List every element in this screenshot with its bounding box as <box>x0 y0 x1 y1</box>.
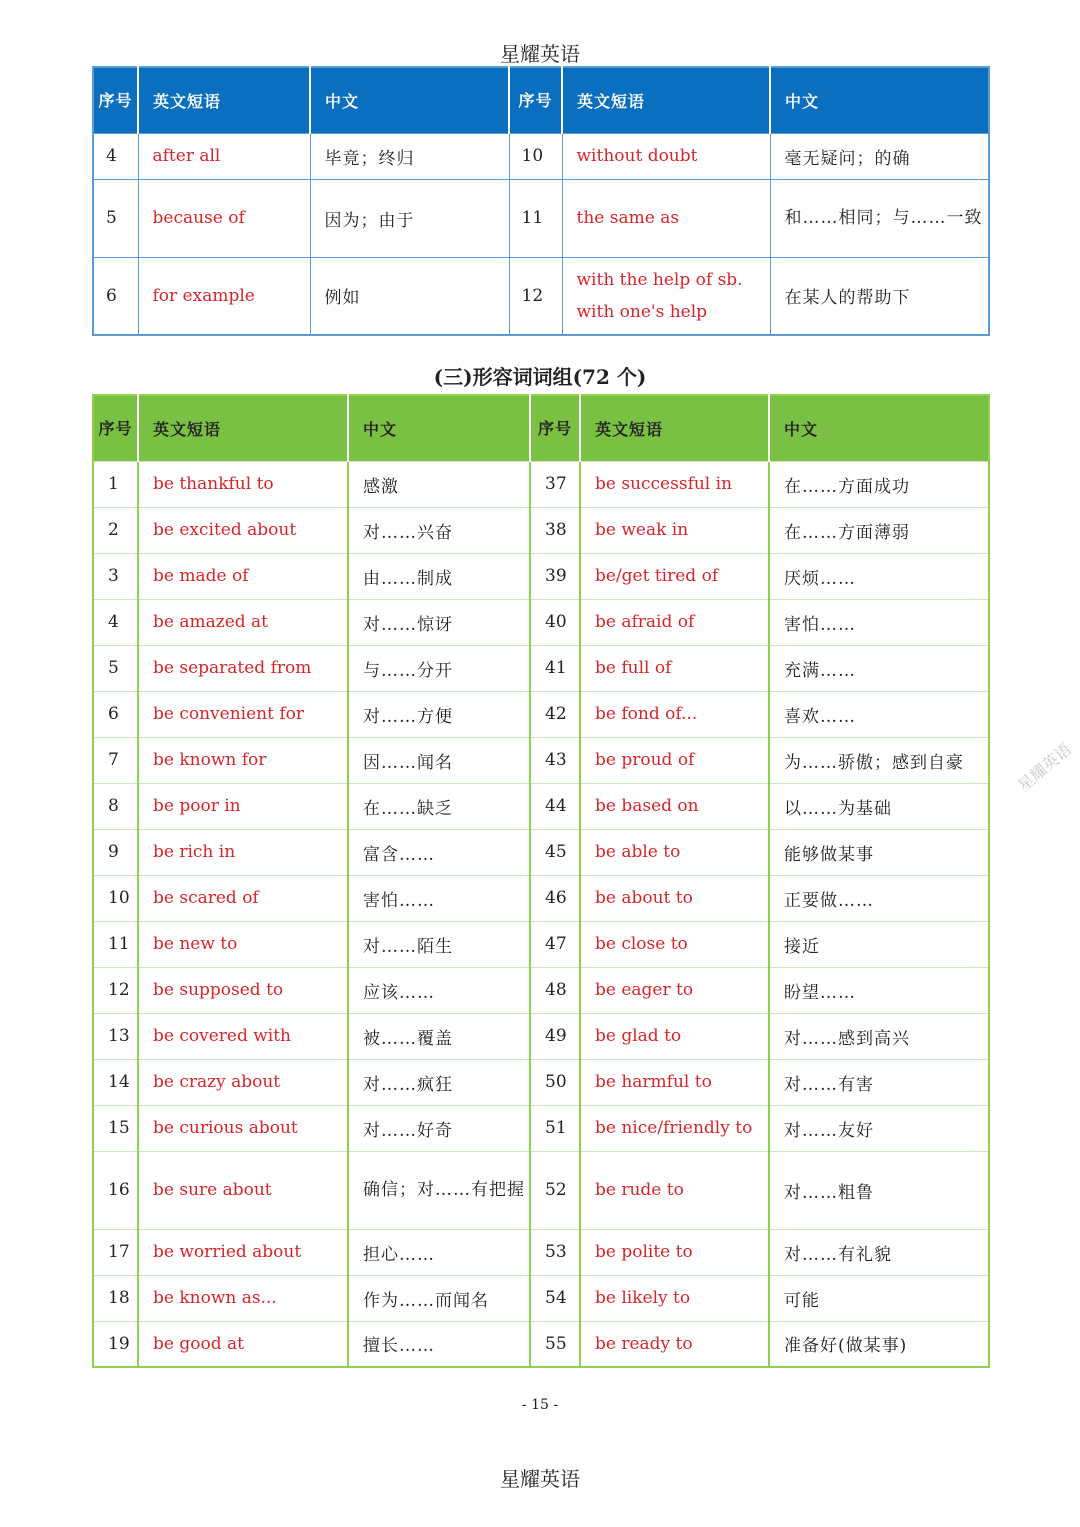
english-phrase: be crazy about <box>138 1059 348 1105</box>
english-phrase: be harmful to <box>580 1059 769 1105</box>
seq-number: 41 <box>530 645 580 691</box>
chinese-meaning: 能够做某事 <box>769 829 989 875</box>
english-phrase: be separated from <box>138 645 348 691</box>
seq-number: 5 <box>93 179 138 257</box>
table-row <box>93 737 989 783</box>
english-phrase: without doubt <box>562 133 770 179</box>
english-phrase: for example <box>138 257 310 335</box>
english-phrase: be supposed to <box>138 967 348 1013</box>
chinese-meaning: 在……方面成功 <box>769 461 989 507</box>
chinese-meaning: 毫无疑问；的确 <box>770 133 989 179</box>
seq-number: 39 <box>530 553 580 599</box>
header-english: 英文短语 <box>138 395 348 461</box>
table-row <box>93 921 989 967</box>
chinese-meaning: 对……方便 <box>348 691 530 737</box>
english-phrase: be successful in <box>580 461 769 507</box>
english-phrase: be sure about <box>138 1151 348 1229</box>
english-phrase: be glad to <box>580 1013 769 1059</box>
english-phrase: be likely to <box>580 1275 769 1321</box>
table-row <box>93 875 989 921</box>
english-phrase: be good at <box>138 1321 348 1367</box>
table-row <box>93 257 989 335</box>
page-header: 星耀英语 <box>500 42 580 66</box>
table-row <box>93 645 989 691</box>
header-seq: 序号 <box>530 395 580 461</box>
english-phrase: be new to <box>138 921 348 967</box>
table-header-row <box>93 67 989 133</box>
table-row <box>93 1229 989 1275</box>
chinese-meaning: 对……疯狂 <box>348 1059 530 1105</box>
table-row <box>93 783 989 829</box>
seq-number: 11 <box>93 921 138 967</box>
seq-number: 48 <box>530 967 580 1013</box>
table-row <box>93 1013 989 1059</box>
seq-number: 45 <box>530 829 580 875</box>
chinese-meaning: 确信；对……有把握 <box>348 1151 530 1229</box>
chinese-meaning: 因为；由于 <box>310 179 509 257</box>
chinese-meaning: 由……制成 <box>348 553 530 599</box>
english-phrase: be convenient for <box>138 691 348 737</box>
seq-number: 44 <box>530 783 580 829</box>
seq-number: 51 <box>530 1105 580 1151</box>
table-row <box>93 507 989 553</box>
table-row <box>93 967 989 1013</box>
english-phrase: with the help of sb. with one's help <box>562 257 770 335</box>
chinese-meaning: 以……为基础 <box>769 783 989 829</box>
seq-number: 4 <box>93 599 138 645</box>
chinese-meaning: 作为……而闻名 <box>348 1275 530 1321</box>
seq-number: 5 <box>93 645 138 691</box>
watermark: 星耀英语 <box>1014 739 1076 796</box>
seq-number: 1 <box>93 461 138 507</box>
page-number: - 15 - <box>521 1397 559 1413</box>
chinese-meaning: 害怕…… <box>769 599 989 645</box>
chinese-meaning: 擅长…… <box>348 1321 530 1367</box>
seq-number: 10 <box>93 875 138 921</box>
seq-number: 3 <box>93 553 138 599</box>
seq-number: 12 <box>509 257 562 335</box>
seq-number: 7 <box>93 737 138 783</box>
chinese-meaning: 喜欢…… <box>769 691 989 737</box>
chinese-meaning: 毕竟；终归 <box>310 133 509 179</box>
seq-number: 38 <box>530 507 580 553</box>
seq-number: 53 <box>530 1229 580 1275</box>
header-english: 英文短语 <box>580 395 769 461</box>
seq-number: 40 <box>530 599 580 645</box>
english-phrase: be polite to <box>580 1229 769 1275</box>
seq-number: 37 <box>530 461 580 507</box>
chinese-meaning: 充满…… <box>769 645 989 691</box>
english-phrase: be worried about <box>138 1229 348 1275</box>
chinese-meaning: 与……分开 <box>348 645 530 691</box>
table-row <box>93 133 989 179</box>
seq-number: 54 <box>530 1275 580 1321</box>
table-header-row <box>93 395 989 461</box>
chinese-meaning: 盼望…… <box>769 967 989 1013</box>
seq-number: 8 <box>93 783 138 829</box>
english-phrase: be rich in <box>138 829 348 875</box>
english-phrase: be about to <box>580 875 769 921</box>
seq-number: 9 <box>93 829 138 875</box>
chinese-meaning: 对……有礼貌 <box>769 1229 989 1275</box>
chinese-meaning: 感激 <box>348 461 530 507</box>
header-seq: 序号 <box>93 395 138 461</box>
chinese-meaning: 应该…… <box>348 967 530 1013</box>
chinese-meaning: 对……惊讶 <box>348 599 530 645</box>
table-row <box>93 461 989 507</box>
adjective-phrase-table <box>92 394 990 1368</box>
seq-number: 47 <box>530 921 580 967</box>
page-footer: 星耀英语 <box>500 1467 580 1491</box>
table-row <box>93 179 989 257</box>
english-phrase: after all <box>138 133 310 179</box>
seq-number: 17 <box>93 1229 138 1275</box>
chinese-meaning: 对……有害 <box>769 1059 989 1105</box>
table-row <box>93 1151 989 1229</box>
english-phrase: the same as <box>562 179 770 257</box>
english-phrase: be full of <box>580 645 769 691</box>
english-phrase: be made of <box>138 553 348 599</box>
chinese-meaning: 在某人的帮助下 <box>770 257 989 335</box>
chinese-meaning: 对……陌生 <box>348 921 530 967</box>
header-seq: 序号 <box>93 67 138 133</box>
english-phrase: be rude to <box>580 1151 769 1229</box>
chinese-meaning: 对……兴奋 <box>348 507 530 553</box>
seq-number: 50 <box>530 1059 580 1105</box>
english-phrase: be known for <box>138 737 348 783</box>
table-row <box>93 599 989 645</box>
chinese-meaning: 担心…… <box>348 1229 530 1275</box>
seq-number: 15 <box>93 1105 138 1151</box>
seq-number: 43 <box>530 737 580 783</box>
english-phrase: be proud of <box>580 737 769 783</box>
seq-number: 6 <box>93 691 138 737</box>
english-phrase: be weak in <box>580 507 769 553</box>
header-seq: 序号 <box>509 67 562 133</box>
seq-number: 18 <box>93 1275 138 1321</box>
chinese-meaning: 对……粗鲁 <box>769 1151 989 1229</box>
table-row <box>93 1321 989 1367</box>
table-row <box>93 553 989 599</box>
table-row <box>93 1105 989 1151</box>
english-phrase: be close to <box>580 921 769 967</box>
header-chinese: 中文 <box>785 91 820 111</box>
seq-number: 2 <box>93 507 138 553</box>
chinese-meaning: 接近 <box>769 921 989 967</box>
header-chinese: 中文 <box>784 419 819 439</box>
seq-number: 16 <box>93 1151 138 1229</box>
english-phrase: be nice/friendly to <box>580 1105 769 1151</box>
seq-number: 13 <box>93 1013 138 1059</box>
english-phrase: be based on <box>580 783 769 829</box>
table-row <box>93 691 989 737</box>
chinese-meaning: 被……覆盖 <box>348 1013 530 1059</box>
seq-number: 4 <box>93 133 138 179</box>
english-phrase: be covered with <box>138 1013 348 1059</box>
chinese-meaning: 富含…… <box>348 829 530 875</box>
english-phrase: be fond of... <box>580 691 769 737</box>
chinese-meaning: 正要做…… <box>769 875 989 921</box>
chinese-meaning: 对……好奇 <box>348 1105 530 1151</box>
seq-number: 10 <box>509 133 562 179</box>
chinese-meaning: 因……闻名 <box>348 737 530 783</box>
section-title: (三)形容词词组(72 个) <box>433 365 647 389</box>
english-phrase: be able to <box>580 829 769 875</box>
table-row <box>93 1059 989 1105</box>
english-phrase: be amazed at <box>138 599 348 645</box>
chinese-meaning: 为……骄傲；感到自豪 <box>769 737 989 783</box>
chinese-meaning: 对……感到高兴 <box>769 1013 989 1059</box>
english-phrase: be ready to <box>580 1321 769 1367</box>
english-phrase: be scared of <box>138 875 348 921</box>
header-english: 英文短语 <box>562 67 770 133</box>
adverb-phrase-table <box>92 66 990 336</box>
seq-number: 14 <box>93 1059 138 1105</box>
seq-number: 52 <box>530 1151 580 1229</box>
english-phrase: be afraid of <box>580 599 769 645</box>
chinese-meaning: 在……方面薄弱 <box>769 507 989 553</box>
header-english: 英文短语 <box>138 67 310 133</box>
header-chinese: 中文 <box>310 67 509 133</box>
header-chinese: 中文 <box>348 395 530 461</box>
chinese-meaning: 可能 <box>769 1275 989 1321</box>
seq-number: 42 <box>530 691 580 737</box>
english-phrase: because of <box>138 179 310 257</box>
chinese-meaning: 准备好(做某事) <box>769 1321 989 1367</box>
english-phrase: be curious about <box>138 1105 348 1151</box>
seq-number: 11 <box>509 179 562 257</box>
seq-number: 46 <box>530 875 580 921</box>
table-row <box>93 829 989 875</box>
seq-number: 19 <box>93 1321 138 1367</box>
seq-number: 55 <box>530 1321 580 1367</box>
chinese-meaning: 厌烦…… <box>769 553 989 599</box>
chinese-meaning: 和……相同；与……一致 <box>770 179 989 257</box>
english-phrase: be eager to <box>580 967 769 1013</box>
english-phrase: be excited about <box>138 507 348 553</box>
seq-number: 12 <box>93 967 138 1013</box>
chinese-meaning: 害怕…… <box>348 875 530 921</box>
english-phrase: be known as... <box>138 1275 348 1321</box>
english-phrase: be poor in <box>138 783 348 829</box>
english-phrase: be thankful to <box>138 461 348 507</box>
seq-number: 6 <box>93 257 138 335</box>
chinese-meaning: 在……缺乏 <box>348 783 530 829</box>
english-phrase: be/get tired of <box>580 553 769 599</box>
seq-number: 49 <box>530 1013 580 1059</box>
table-row <box>93 1275 989 1321</box>
chinese-meaning: 对……友好 <box>769 1105 989 1151</box>
chinese-meaning: 例如 <box>310 257 509 335</box>
